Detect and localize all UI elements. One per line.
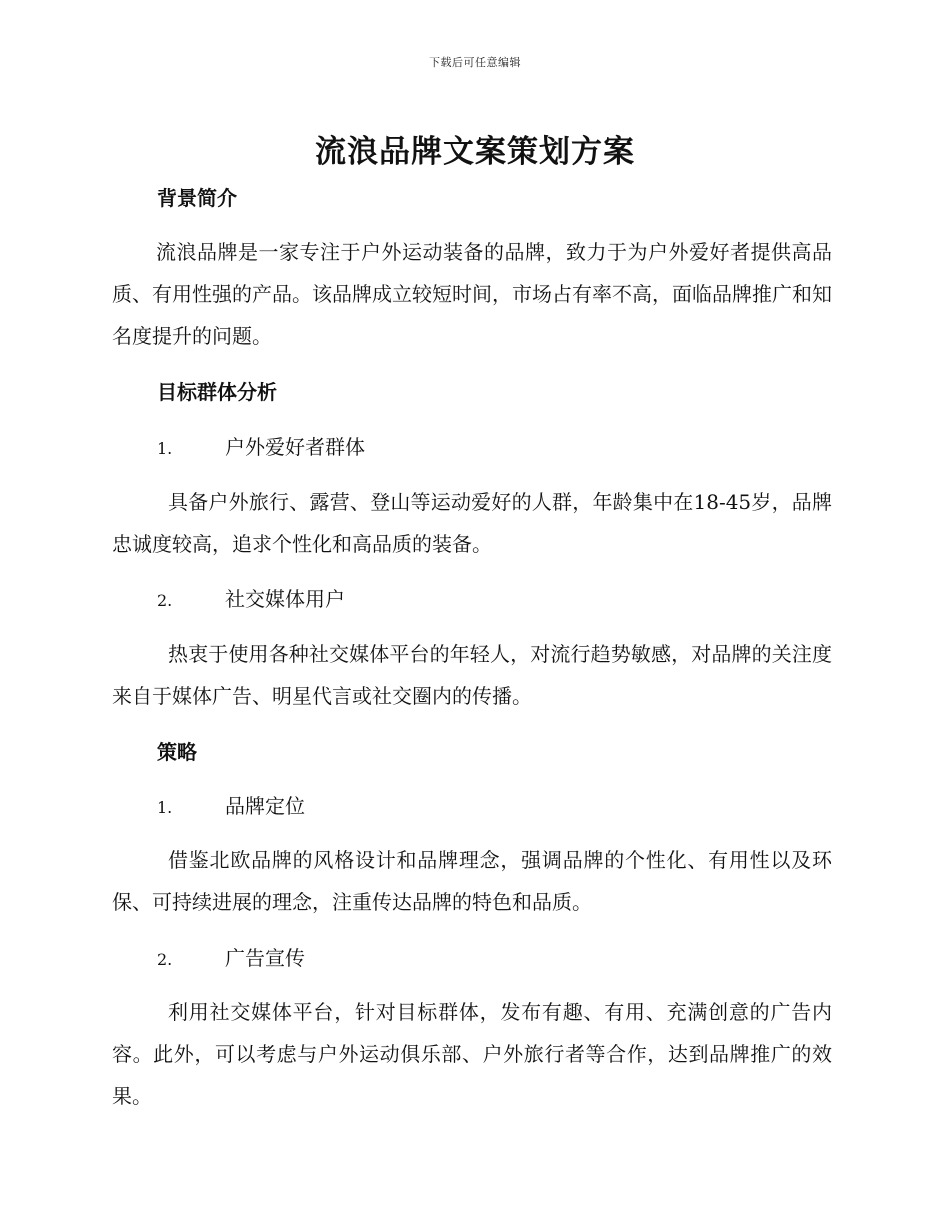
strategy-item-1 <box>157 792 305 822</box>
list-number: 1. <box>157 439 173 458</box>
background-paragraph: 流浪品牌是一家专注于户外运动装备的品牌，致力于为户外爱好者提供高品质、有用性强的产品。该品牌成立较短时间，市场占有率不高，面临品牌推广和知名度提升的问题。 <box>112 240 832 348</box>
section-heading-target: 目标群体分析 <box>157 380 277 404</box>
header-note: 下载后可任意编辑 <box>429 56 521 69</box>
target-item-2 <box>157 585 345 615</box>
list-number: 1. <box>157 798 173 817</box>
list-label: 户外爱好者群体 <box>225 435 365 459</box>
section-heading-background: 背景简介 <box>157 186 237 210</box>
target-item-1 <box>157 433 365 463</box>
document-title: 流浪品牌文案策划方案 <box>315 134 635 170</box>
list-label: 社交媒体用户 <box>225 587 345 611</box>
list-number: 2. <box>157 950 173 969</box>
list-number: 2. <box>157 591 173 610</box>
section-heading-strategy: 策略 <box>157 740 197 764</box>
list-label: 广告宣传 <box>225 946 305 970</box>
list-label: 品牌定位 <box>225 794 305 818</box>
strategy-item-2-paragraph: 利用社交媒体平台，针对目标群体，发布有趣、有用、充满创意的广告内容。此外，可以考虑与户外运动俱乐部、户外旅行者等合作，达到品牌推广的效果。 <box>112 1000 832 1108</box>
strategy-item-1-paragraph: 借鉴北欧品牌的风格设计和品牌理念，强调品牌的个性化、有用性以及环保、可持续进展的理念，注重传达品牌的特色和品质。 <box>112 848 832 914</box>
target-item-1-paragraph: 具备户外旅行、露营、登山等运动爱好的人群，年龄集中在18-45岁，品牌忠诚度较高，追求个性化和高品质的装备。 <box>112 490 832 556</box>
strategy-item-2 <box>157 944 305 974</box>
target-item-2-paragraph: 热衷于使用各种社交媒体平台的年轻人，对流行趋势敏感，对品牌的关注度来自于媒体广告、明星代言或社交圈内的传播。 <box>112 642 832 708</box>
